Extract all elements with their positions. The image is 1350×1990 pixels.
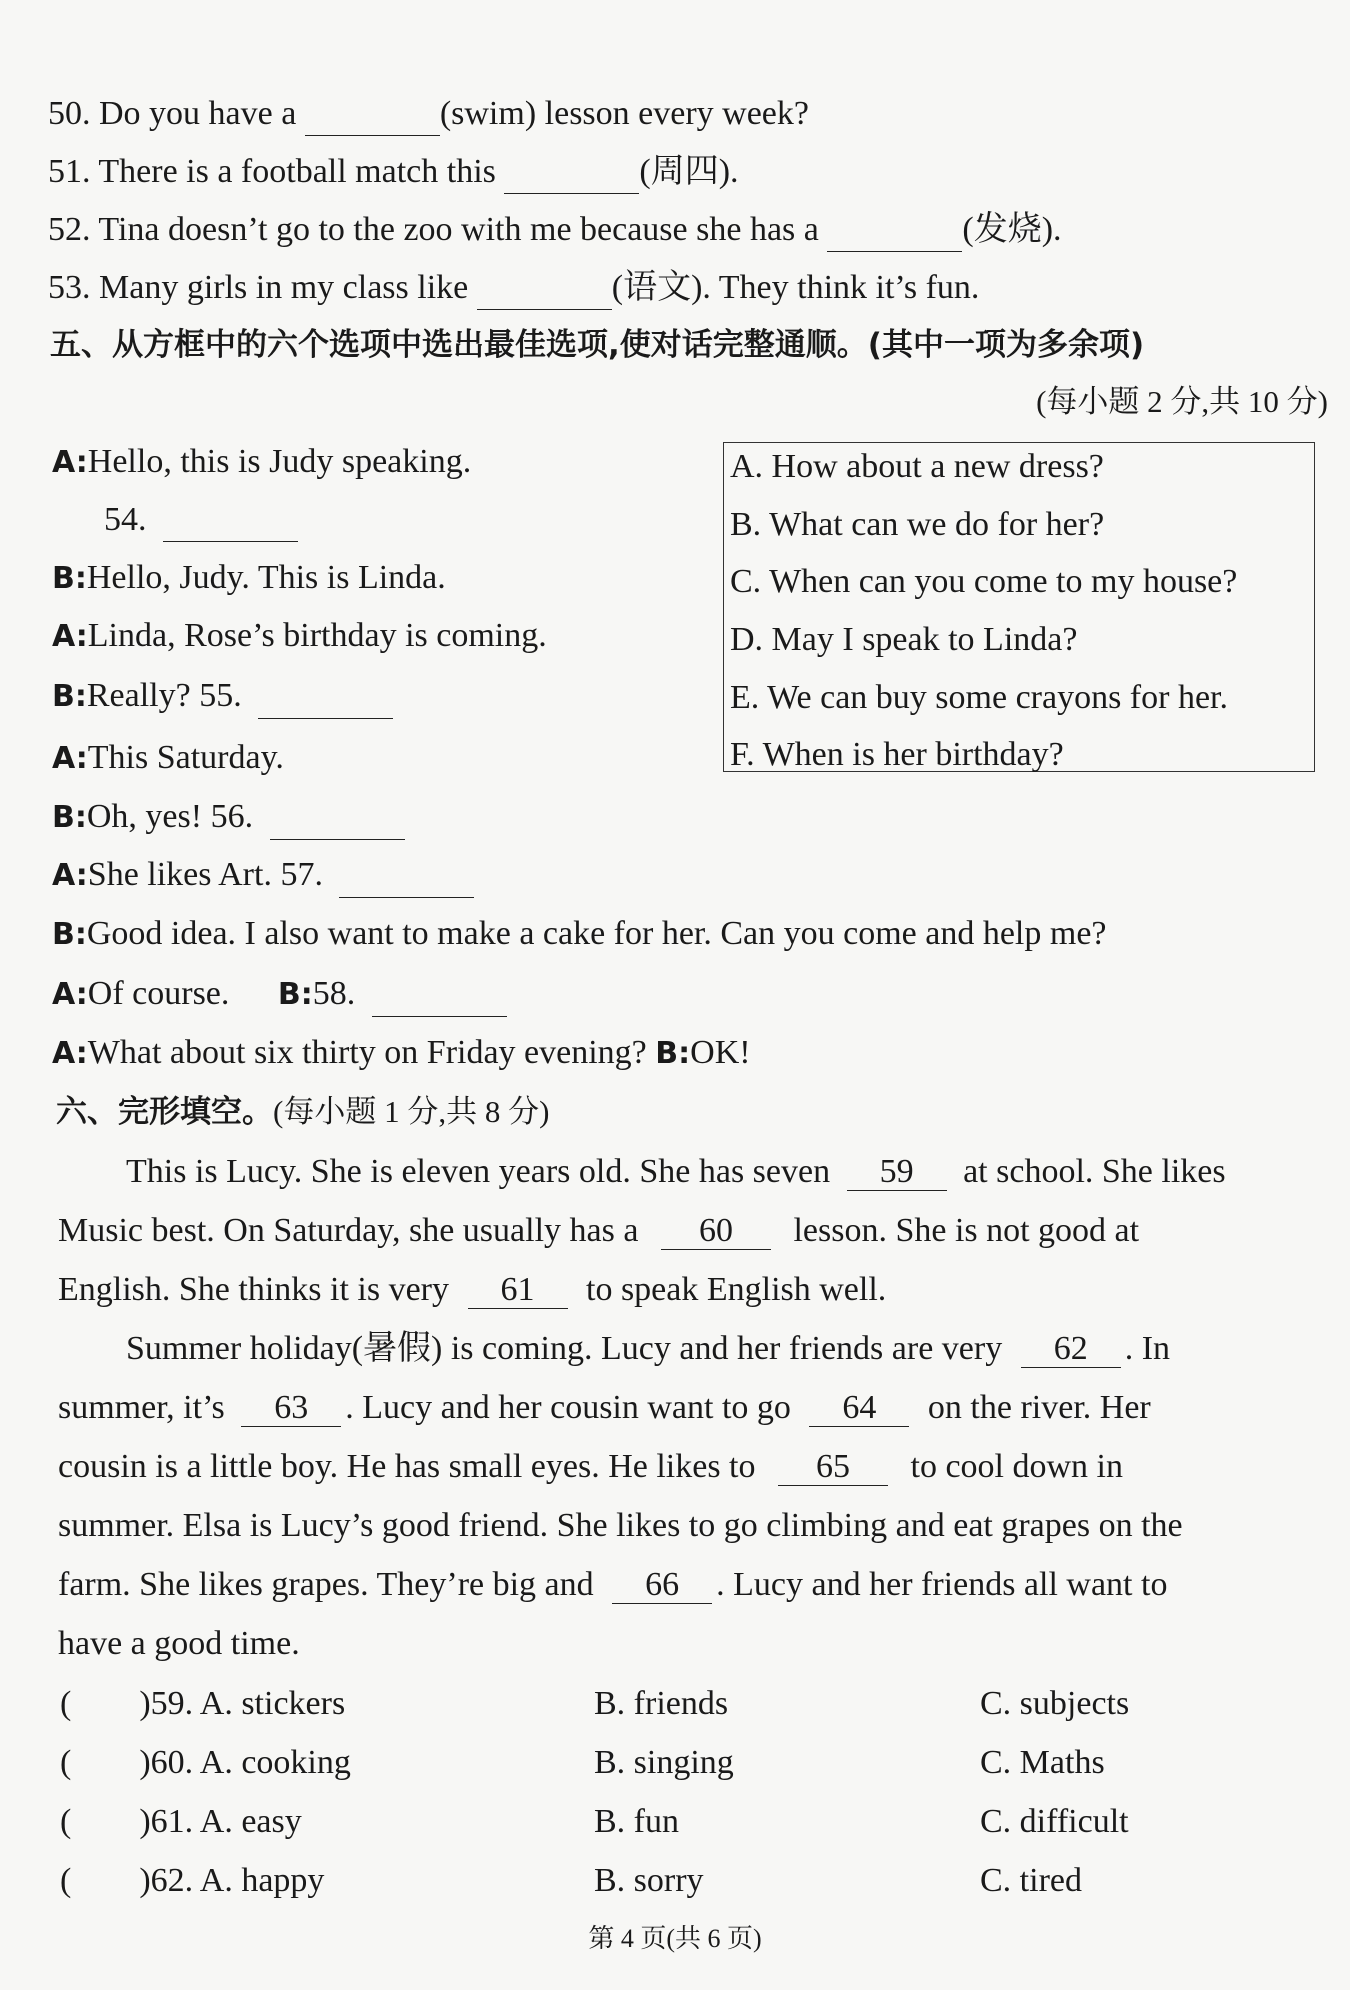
dialog-line: A:She likes Art. 57. (52, 853, 474, 898)
question-61[interactable]: ( )61. A. easy (60, 1803, 302, 1840)
dialog-line: B:Oh, yes! 56. (52, 795, 405, 840)
answer-blank[interactable] (504, 159, 639, 194)
cloze-blank-61[interactable]: 61 (468, 1272, 568, 1309)
passage-line: farm. She likes grapes. They’re big and 66 . Lucy and her friends all want to (58, 1566, 1168, 1603)
question-53: 53. Many girls in my class like (语文). They think it’s fun. (48, 266, 979, 310)
section-6-title-line (56, 1090, 549, 1134)
passage-line: have a good time. (58, 1625, 300, 1662)
passage-line: summer. Elsa is Lucy’s good friend. She likes to go climbing and eat grapes on the (58, 1507, 1183, 1544)
option-e: E. We can buy some crayons for her. (730, 679, 1228, 716)
option-61-b[interactable]: B. fun (594, 1803, 679, 1840)
cloze-blank-60[interactable]: 60 (661, 1213, 771, 1250)
option-d: D. May I speak to Linda? (730, 621, 1078, 658)
option-59-b[interactable]: B. friends (594, 1685, 729, 1722)
question-59[interactable]: ( )59. A. stickers (60, 1685, 346, 1722)
dialog-line: B:Really? 55. (52, 674, 393, 719)
dialog-line: A:Hello, this is Judy speaking. (52, 443, 472, 480)
dialog-line: B:Hello, Judy. This is Linda. (52, 559, 446, 596)
section-6-title: 六、完形填空。 (56, 1094, 273, 1130)
option-a: A. How about a new dress? (730, 448, 1104, 485)
dialog-line: A:What about six thirty on Friday evening? B:OK! (52, 1034, 751, 1071)
answer-blank[interactable] (258, 684, 393, 719)
passage-line: Summer holiday(暑假) is coming. Lucy and her friends are very 62 . In (126, 1330, 1171, 1367)
option-b: B. What can we do for her? (730, 506, 1105, 543)
section-5-score: (每小题 2 分,共 10 分) (1036, 384, 1328, 419)
answer-blank[interactable] (372, 982, 507, 1017)
passage-line: cousin is a little boy. He has small eyes. He likes to 65 to cool down in (58, 1448, 1123, 1485)
cloze-blank-63[interactable]: 63 (241, 1390, 341, 1427)
option-c: C. When can you come to my house? (730, 563, 1238, 600)
cloze-blank-66[interactable]: 66 (612, 1567, 712, 1604)
option-60-c[interactable]: C. Maths (980, 1744, 1105, 1781)
dialog-line: B:Good idea. I also want to make a cake for her. Can you come and help me? (52, 915, 1107, 952)
section-6-score: (每小题 1 分,共 8 分) (273, 1094, 550, 1129)
cloze-blank-65[interactable]: 65 (778, 1449, 888, 1486)
passage-line: Music best. On Saturday, she usually has a 60 lesson. She is not good at (58, 1212, 1140, 1249)
passage-line: This is Lucy. She is eleven years old. She has seven 59 at school. She likes (126, 1153, 1226, 1190)
options-box (723, 442, 1315, 772)
answer-blank[interactable] (305, 101, 440, 136)
question-52: 52. Tina doesn’t go to the zoo with me because she has a (发烧). (48, 208, 1062, 252)
option-62-c[interactable]: C. tired (980, 1862, 1082, 1899)
option-60-b[interactable]: B. singing (594, 1744, 734, 1781)
answer-blank[interactable] (477, 275, 612, 310)
option-61-c[interactable]: C. difficult (980, 1803, 1129, 1840)
passage-line: English. She thinks it is very 61 to speak English well. (58, 1271, 887, 1308)
cloze-blank-62[interactable]: 62 (1021, 1331, 1121, 1368)
option-f: F. When is her birthday? (730, 736, 1064, 773)
question-62[interactable]: ( )62. A. happy (60, 1862, 325, 1899)
question-51: 51. There is a football match this (周四). (48, 150, 739, 194)
cloze-blank-64[interactable]: 64 (809, 1390, 909, 1427)
dialog-line: 54. (104, 498, 298, 542)
answer-blank[interactable] (270, 805, 405, 840)
dialog-line: A:Of course. B:58. (52, 972, 507, 1017)
cloze-blank-59[interactable]: 59 (847, 1154, 947, 1191)
question-60[interactable]: ( )60. A. cooking (60, 1744, 351, 1781)
question-50: 50. Do you have a (swim) lesson every week? (48, 92, 809, 136)
page-number: 第 4 页(共 6 页) (588, 1924, 762, 1953)
dialog-line: A:This Saturday. (52, 739, 284, 776)
passage-line: summer, it’s 63 . Lucy and her cousin want to go 64 on the river. Her (58, 1389, 1151, 1426)
answer-blank[interactable] (339, 863, 474, 898)
option-62-b[interactable]: B. sorry (594, 1862, 704, 1899)
answer-blank[interactable] (163, 507, 298, 542)
dialog-line: A:Linda, Rose’s birthday is coming. (52, 617, 547, 654)
option-59-c[interactable]: C. subjects (980, 1685, 1130, 1722)
answer-blank[interactable] (827, 217, 962, 252)
section-5-title: 五、从方框中的六个选项中选出最佳选项,使对话完整通顺。(其中一项为多余项) (50, 327, 1145, 363)
